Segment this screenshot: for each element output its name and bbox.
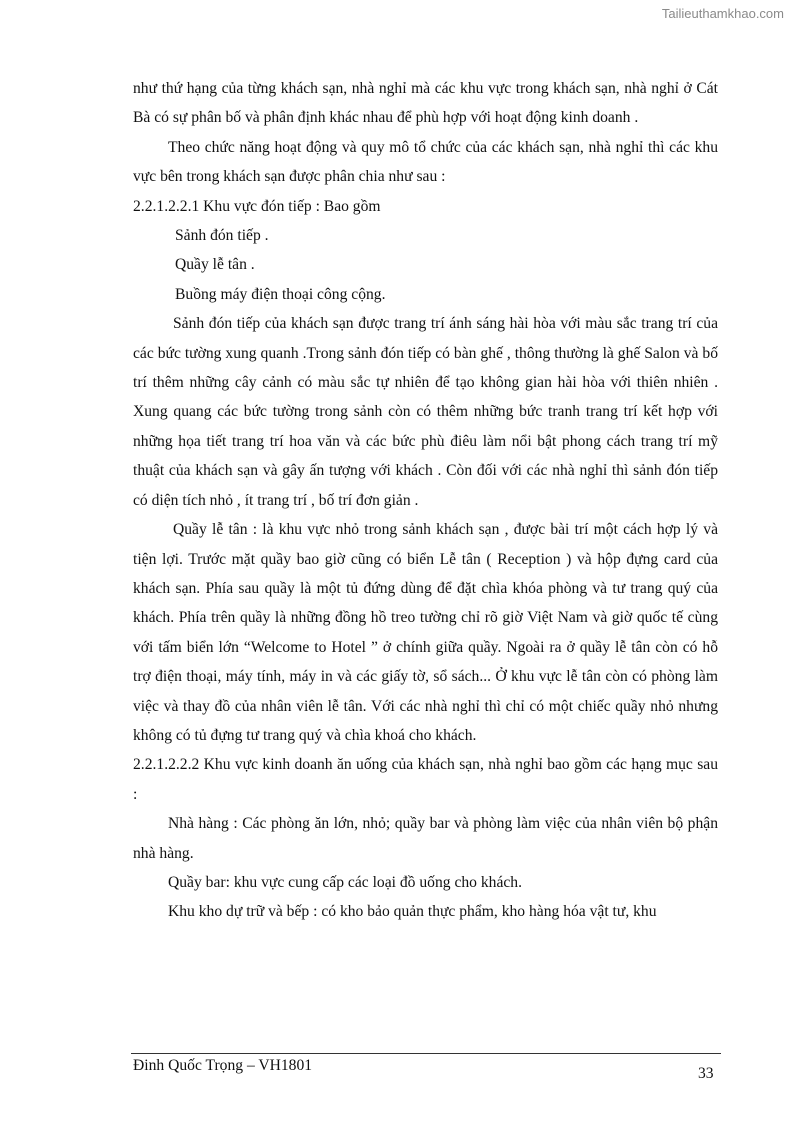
paragraph: Khu kho dự trữ và bếp : có kho bảo quản thực phẩm, kho hàng hóa vật tư, khu: [168, 903, 657, 921]
section-heading: 2.2.1.2.2.1 Khu vực đón tiếp : Bao gồm: [133, 197, 381, 215]
paragraph: như thứ hạng của từng khách sạn, nhà nghỉ mà các khu vực trong khách sạn, nhà nghỉ ở Cát Bà có sự phân bố và phân định khác nhau để phù hợp với hoạt động kinh doanh .: [133, 80, 718, 127]
watermark: Tailieuthamkhao.com: [661, 6, 784, 21]
paragraph: Nhà hàng : Các phòng ăn lớn, nhỏ; quầy bar và phòng làm việc của nhân viên bộ phận nhà hàng.: [133, 815, 718, 862]
list-item: Sảnh đón tiếp .: [175, 227, 269, 245]
footer-author: Đinh Quốc Trọng – VH1801: [133, 1057, 313, 1074]
paragraph: Sảnh đón tiếp của khách sạn được trang trí ánh sáng hài hòa với màu sắc trang trí của các bức tường xung quanh .Trong sảnh đón tiếp có bàn ghế , thông thường là ghế Salon và bố trí thêm những cây cảnh có màu sắc tự nhiên để tạo không gian hài hòa với thiên nhiên . Xung quang các bức tường trong sảnh còn có thêm những bức tranh trang trí kết hợp với những họa tiết trang trí hoa văn và các bức phù điêu làm nổi bật phong cách trang trí mỹ thuật của khách sạn và gây ấn tượng với khách . Còn đối với các nhà nghỉ thì sảnh đón tiếp có diện tích nhỏ , ít trang trí , bố trí đơn giản .: [133, 315, 718, 509]
paragraph: Theo chức năng hoạt động và quy mô tổ chức của các khách sạn, nhà nghỉ thì các khu vực bên trong khách sạn được phân chia như sau :: [133, 138, 718, 186]
paragraph: Quầy lễ tân : là khu vực nhỏ trong sảnh khách sạn , được bài trí một cách hợp lý và tiện lợi. Trước mặt quầy bao giờ cũng có biển Lễ tân ( Reception ) và hộp đựng card của khách sạn. Phía sau quầy là một tủ đứng dùng để đặt chìa khóa phòng và tư trang quý của khách. Phía trên quầy là những đồng hồ treo tường chỉ rõ giờ Việt Nam và giờ quốc tế cùng với tấm biển lớn “Welcome to Hotel ” ở chính giữa quầy. Ngoài ra ở quầy lễ tân còn có hỗ trợ điện thoại, máy tính, máy in và các giấy tờ, sổ sách... Ở khu vực lễ tân còn có phòng làm việc và thay đồ của nhân viên lễ tân. Với các nhà nghỉ thì chỉ có một chiếc quầy nhỏ nhưng không có tủ đựng tư trang quý và chìa khoá cho khách.: [133, 521, 718, 744]
footer-divider: [131, 1053, 721, 1054]
page-number: 33: [698, 1065, 714, 1082]
document-body: [133, 74, 718, 927]
list-item: Buồng máy điện thoại công cộng.: [175, 285, 386, 303]
section-heading: 2.2.1.2.2.2 Khu vực kinh doanh ăn uống của khách sạn, nhà nghỉ bao gồm các hạng mục sau :: [133, 756, 718, 803]
paragraph: Quầy bar: khu vực cung cấp các loại đồ uống cho khách.: [168, 873, 522, 891]
list-item: Quầy lễ tân .: [175, 256, 255, 274]
